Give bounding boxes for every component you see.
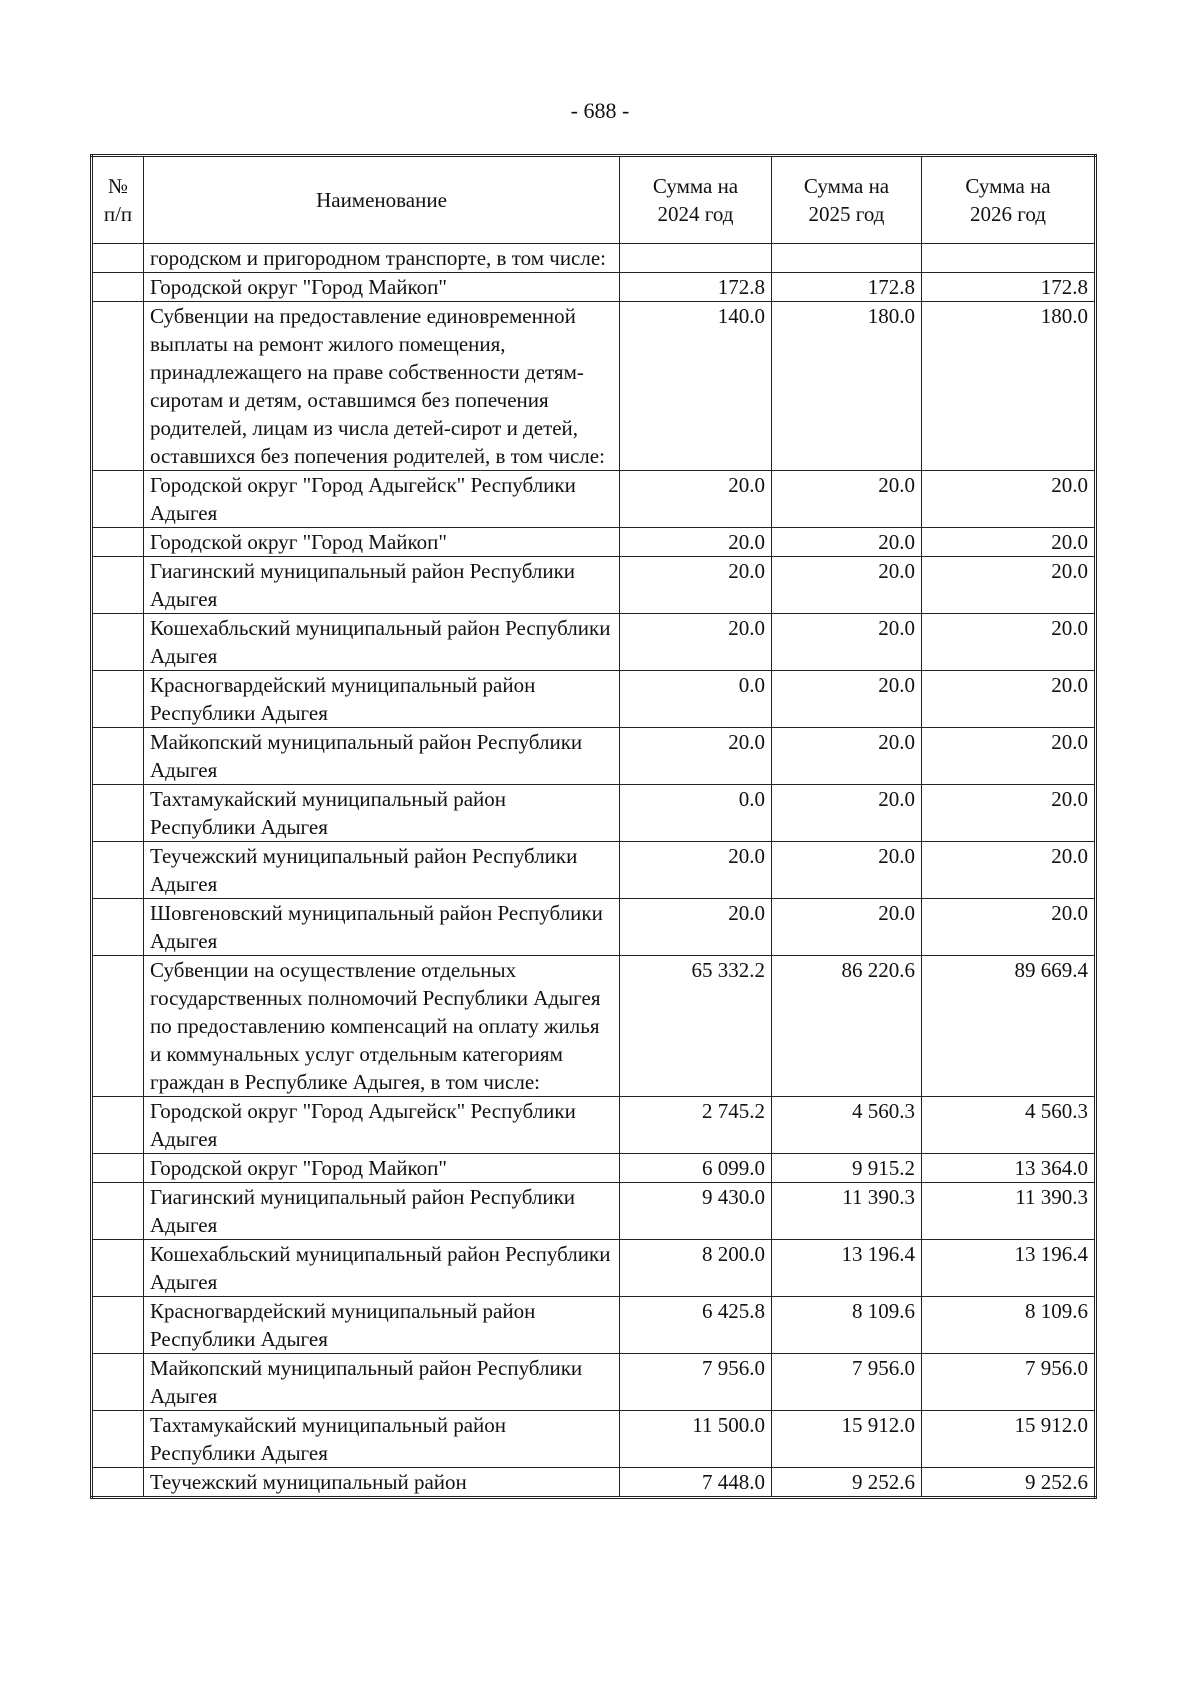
row-value-2026: 20.0: [922, 785, 1096, 842]
row-number-cell: [92, 728, 144, 785]
table-body: [92, 244, 1096, 1498]
row-name-cell: Гиагинский муниципальный район Республики Адыгея: [144, 557, 620, 614]
header-2024-text: Сумма на 2024 год: [652, 174, 739, 226]
row-value-2026: 11 390.3: [922, 1183, 1096, 1240]
row-value-2025: 20.0: [772, 785, 922, 842]
row-number-cell: [92, 1468, 144, 1498]
table-row: [92, 899, 1096, 956]
row-value-2024: 6 425.8: [620, 1297, 772, 1354]
row-name-cell: Городской округ "Город Адыгейск" Республики Адыгея: [144, 1097, 620, 1154]
row-number-cell: [92, 842, 144, 899]
row-number-cell: [92, 614, 144, 671]
row-value-2025: 20.0: [772, 557, 922, 614]
row-value-2026: 13 364.0: [922, 1154, 1096, 1183]
row-number-cell: [92, 557, 144, 614]
row-value-2026: 13 196.4: [922, 1240, 1096, 1297]
row-value-2024: 20.0: [620, 557, 772, 614]
row-name-cell: Тахтамукайский муниципальный район Республики Адыгея: [144, 785, 620, 842]
row-value-2024: 6 099.0: [620, 1154, 772, 1183]
row-number-cell: [92, 1183, 144, 1240]
table-row: [92, 956, 1096, 1097]
row-name-cell: городском и пригородном транспорте, в том числе:: [144, 244, 620, 273]
row-value-2025: 20.0: [772, 614, 922, 671]
row-value-2024: 20.0: [620, 471, 772, 528]
table-row: [92, 557, 1096, 614]
row-value-2025: 11 390.3: [772, 1183, 922, 1240]
row-name-cell: Городской округ "Город Майкоп": [144, 1154, 620, 1183]
row-value-2024: 140.0: [620, 302, 772, 471]
row-name-cell: Субвенции на осуществление отдельных государственных полномочий Республики Адыгея по предоставлению компенсаций на оплату жилья и коммунальных услуг отдельным категориям граждан в Республике Адыгея, в том числе:: [144, 956, 620, 1097]
row-number-cell: [92, 1411, 144, 1468]
table-row: [92, 244, 1096, 273]
row-value-2025: 9 915.2: [772, 1154, 922, 1183]
row-value-2025: 20.0: [772, 899, 922, 956]
table-row: [92, 1468, 1096, 1498]
row-value-2024: 9 430.0: [620, 1183, 772, 1240]
row-value-2025: 20.0: [772, 728, 922, 785]
header-2026: [922, 156, 1096, 244]
row-number-cell: [92, 528, 144, 557]
row-value-2025: 180.0: [772, 302, 922, 471]
row-value-2026: 4 560.3: [922, 1097, 1096, 1154]
row-value-2025: 7 956.0: [772, 1354, 922, 1411]
row-value-2025: 9 252.6: [772, 1468, 922, 1498]
row-value-2024: [620, 244, 772, 273]
row-name-cell: Теучежский муниципальный район: [144, 1468, 620, 1498]
row-value-2025: 8 109.6: [772, 1297, 922, 1354]
table-row: [92, 1354, 1096, 1411]
header-2024: [620, 156, 772, 244]
row-name-cell: Теучежский муниципальный район Республики Адыгея: [144, 842, 620, 899]
row-number-cell: [92, 785, 144, 842]
row-value-2025: 86 220.6: [772, 956, 922, 1097]
row-name-cell: Майкопский муниципальный район Республики Адыгея: [144, 728, 620, 785]
row-name-cell: Майкопский муниципальный район Республики Адыгея: [144, 1354, 620, 1411]
table-row: [92, 1097, 1096, 1154]
row-number-cell: [92, 1354, 144, 1411]
row-value-2024: 172.8: [620, 273, 772, 302]
row-number-cell: [92, 1154, 144, 1183]
table-row: [92, 273, 1096, 302]
row-value-2024: 0.0: [620, 671, 772, 728]
budget-table: [90, 154, 1097, 1499]
table-row: [92, 671, 1096, 728]
page-number: - 688 -: [570, 98, 630, 123]
table-row: [92, 1183, 1096, 1240]
row-name-cell: Городской округ "Город Майкоп": [144, 273, 620, 302]
row-value-2026: 20.0: [922, 671, 1096, 728]
row-value-2025: 20.0: [772, 671, 922, 728]
row-value-2025: 20.0: [772, 528, 922, 557]
table-row: [92, 728, 1096, 785]
row-value-2026: 20.0: [922, 842, 1096, 899]
row-value-2026: 20.0: [922, 899, 1096, 956]
row-number-cell: [92, 471, 144, 528]
row-value-2026: 7 956.0: [922, 1354, 1096, 1411]
row-value-2024: 0.0: [620, 785, 772, 842]
row-number-cell: [92, 1240, 144, 1297]
row-value-2026: 8 109.6: [922, 1297, 1096, 1354]
row-name-cell: Кошехабльский муниципальный район Республики Адыгея: [144, 614, 620, 671]
row-name-cell: Красногвардейский муниципальный район Республики Адыгея: [144, 671, 620, 728]
row-value-2024: 20.0: [620, 842, 772, 899]
row-name-cell: Городской округ "Город Адыгейск" Республики Адыгея: [144, 471, 620, 528]
row-name-cell: Городской округ "Город Майкоп": [144, 528, 620, 557]
row-value-2025: 20.0: [772, 471, 922, 528]
row-number-cell: [92, 244, 144, 273]
row-value-2026: 20.0: [922, 614, 1096, 671]
table-row: [92, 1297, 1096, 1354]
row-name-cell: Кошехабльский муниципальный район Республики Адыгея: [144, 1240, 620, 1297]
row-value-2024: 2 745.2: [620, 1097, 772, 1154]
row-value-2024: 8 200.0: [620, 1240, 772, 1297]
header-2025: [772, 156, 922, 244]
table-header: [92, 156, 1096, 244]
header-num: [92, 156, 144, 244]
header-name-text: Наименование: [316, 188, 447, 212]
table-row: [92, 528, 1096, 557]
row-value-2024: 20.0: [620, 728, 772, 785]
row-name-cell: Гиагинский муниципальный район Республики Адыгея: [144, 1183, 620, 1240]
row-value-2024: 20.0: [620, 614, 772, 671]
table-row: [92, 471, 1096, 528]
row-value-2024: 7 448.0: [620, 1468, 772, 1498]
header-2026-text: Сумма на 2026 год: [965, 174, 1051, 226]
header-2025-text: Сумма на 2025 год: [803, 174, 890, 226]
row-value-2026: 9 252.6: [922, 1468, 1096, 1498]
header-num-text: № п/п: [103, 174, 133, 226]
header-name: [144, 156, 620, 244]
row-value-2024: 20.0: [620, 528, 772, 557]
table-row: [92, 302, 1096, 471]
row-value-2024: 7 956.0: [620, 1354, 772, 1411]
row-number-cell: [92, 1097, 144, 1154]
row-number-cell: [92, 302, 144, 471]
row-value-2025: 4 560.3: [772, 1097, 922, 1154]
row-value-2025: 172.8: [772, 273, 922, 302]
row-value-2026: 89 669.4: [922, 956, 1096, 1097]
row-value-2025: [772, 244, 922, 273]
row-value-2024: 65 332.2: [620, 956, 772, 1097]
row-value-2026: 172.8: [922, 273, 1096, 302]
row-name-cell: Тахтамукайский муниципальный район Республики Адыгея: [144, 1411, 620, 1468]
table-row: [92, 842, 1096, 899]
row-number-cell: [92, 273, 144, 302]
table-row: [92, 1240, 1096, 1297]
row-value-2026: 20.0: [922, 557, 1096, 614]
header-row: [92, 156, 1096, 244]
row-name-cell: Субвенции на предоставление единовременной выплаты на ремонт жилого помещения, принадлежащего на праве собственности детям-сиротам и детям, оставшимся без попечения родителей, лицам из числа детей-сирот и детей, оставшихся без попечения родителей, в том числе:: [144, 302, 620, 471]
table-row: [92, 1411, 1096, 1468]
row-value-2026: 20.0: [922, 728, 1096, 785]
row-value-2026: 15 912.0: [922, 1411, 1096, 1468]
row-value-2025: 15 912.0: [772, 1411, 922, 1468]
table-row: [92, 614, 1096, 671]
row-value-2026: 180.0: [922, 302, 1096, 471]
table-row: [92, 1154, 1096, 1183]
row-number-cell: [92, 1297, 144, 1354]
row-value-2025: 20.0: [772, 842, 922, 899]
row-number-cell: [92, 956, 144, 1097]
row-value-2026: 20.0: [922, 471, 1096, 528]
row-value-2026: 20.0: [922, 528, 1096, 557]
table-row: [92, 785, 1096, 842]
row-value-2024: 20.0: [620, 899, 772, 956]
row-name-cell: Красногвардейский муниципальный район Республики Адыгея: [144, 1297, 620, 1354]
row-name-cell: Шовгеновский муниципальный район Республики Адыгея: [144, 899, 620, 956]
row-value-2026: [922, 244, 1096, 273]
row-value-2025: 13 196.4: [772, 1240, 922, 1297]
row-value-2024: 11 500.0: [620, 1411, 772, 1468]
row-number-cell: [92, 671, 144, 728]
row-number-cell: [92, 899, 144, 956]
